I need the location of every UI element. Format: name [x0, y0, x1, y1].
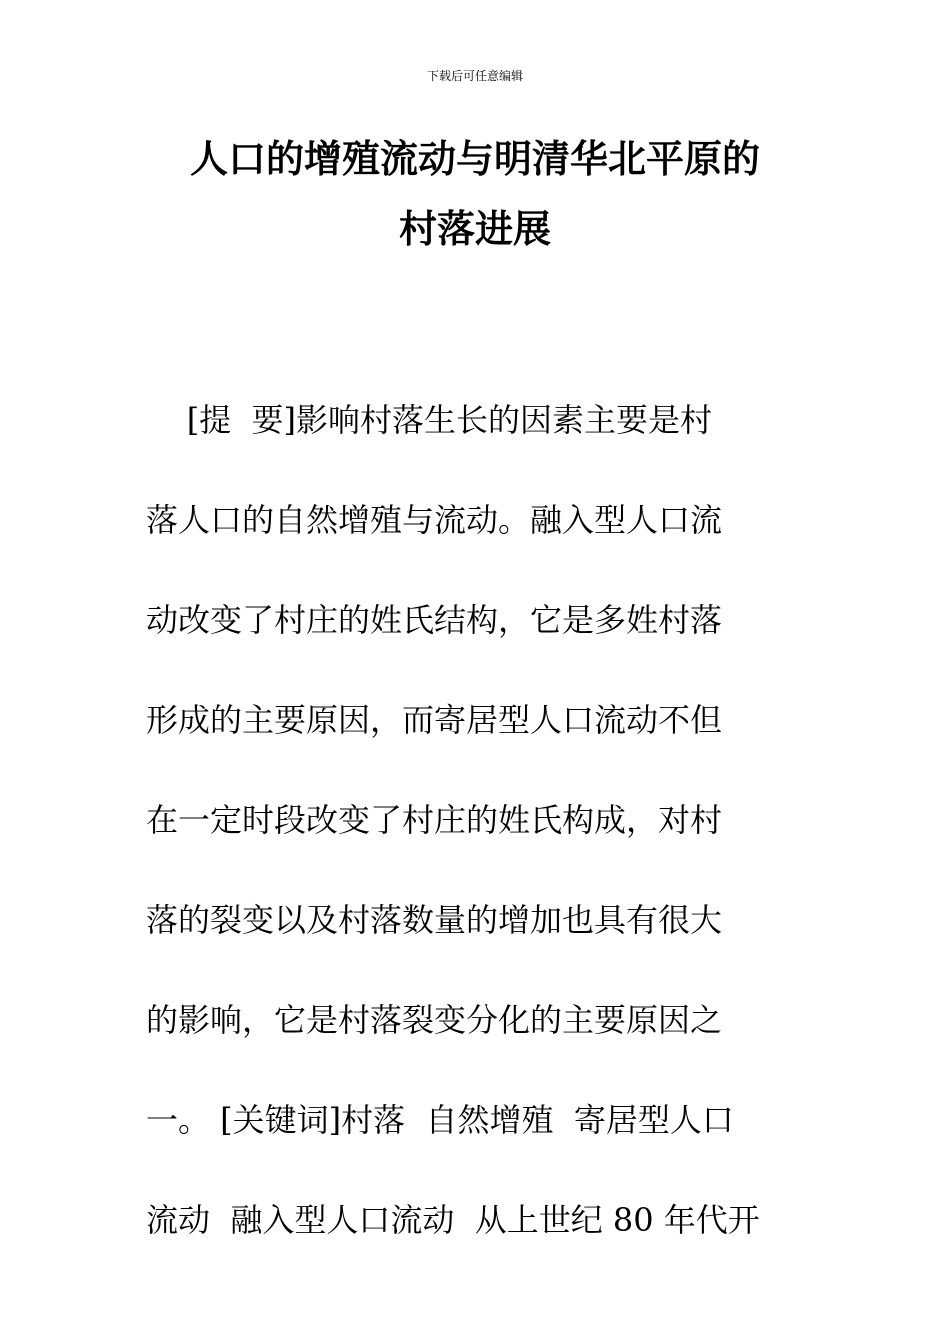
body-line: 落人口的自然增殖与流动。融入型人口流: [146, 501, 723, 539]
body-line: 一。 [关键词]村落 自然增殖 寄居型人口: [146, 1101, 734, 1139]
body-line: 落的裂变以及村落数量的增加也具有很大: [146, 901, 723, 939]
title-line-2: 村落进展: [398, 207, 551, 251]
document-title: [100, 124, 850, 264]
header-note: 下载后可任意编辑: [426, 69, 523, 83]
body-line: 动改变了村庄的姓氏结构，它是多姓村落: [146, 601, 723, 639]
title-line-1: 人口的增殖流动与明清华北平原的: [189, 137, 760, 181]
body-line: 的影响，它是村落裂变分化的主要原因之: [146, 1001, 723, 1039]
abstract-body: [146, 370, 826, 1270]
body-line: [提 要]影响村落生长的因素主要是村: [146, 401, 713, 439]
body-line: 形成的主要原因，而寄居型人口流动不但: [146, 701, 723, 739]
body-line: 在一定时段改变了村庄的姓氏构成，对村: [146, 801, 723, 839]
body-line: 流动 融入型人口流动 从上世纪 80 年代开: [146, 1201, 760, 1239]
